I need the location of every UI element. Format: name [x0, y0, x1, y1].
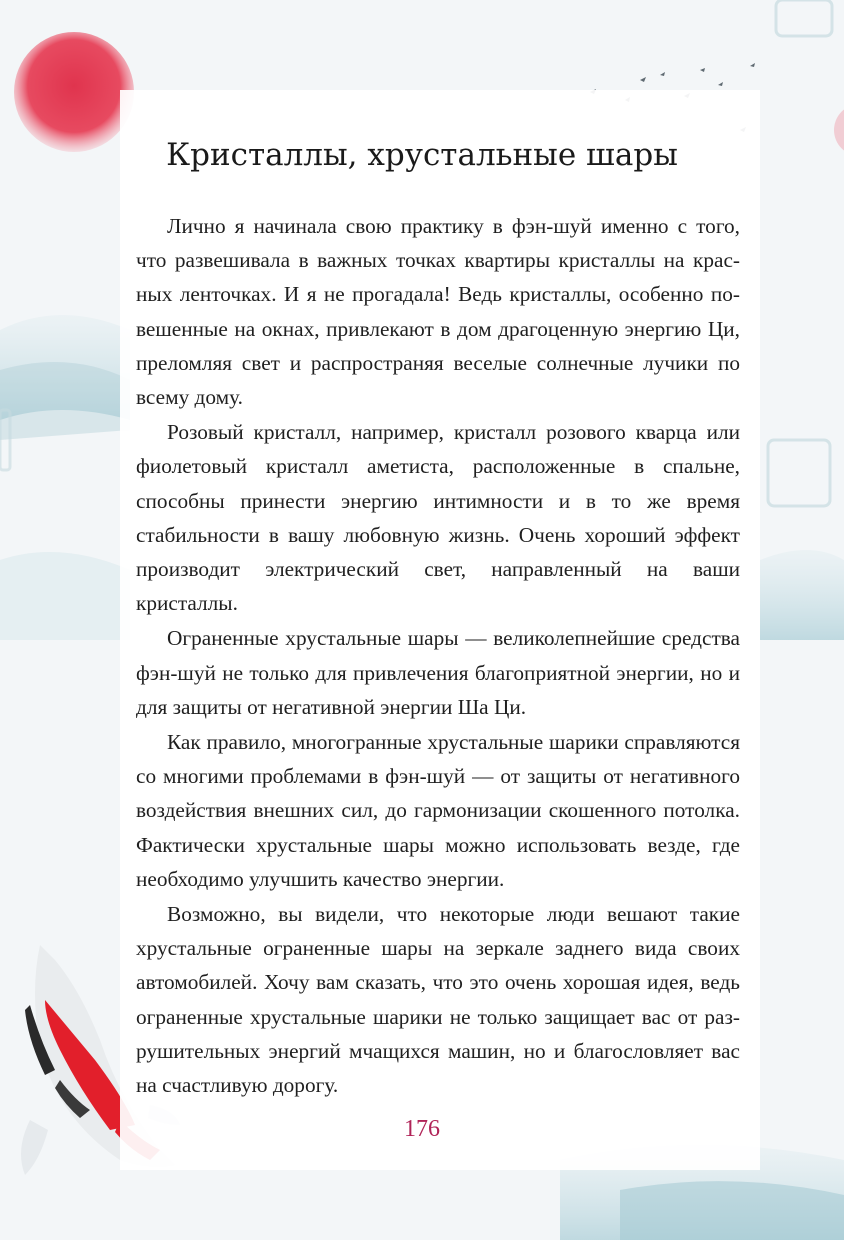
paragraph-2: Розовый кристалл, например, кристалл розового кварца или фиолетовый кристалл аметиста, расположенные в спальне, способны принести энергию интимности и в то же время стабильности в вашу любовную жизнь. Очень хороший эффект производит электрический свет, направленный на ваши кристаллы. — [136, 420, 740, 616]
page-title: Кристаллы, хрустальные шары — [166, 137, 678, 173]
red-sun — [14, 32, 134, 152]
body-text — [136, 209, 740, 1103]
paragraph-5: Возможно, вы видели, что некоторые люди вешают такие хрустальные ограненные шары на зеркале заднего вида своих автомобилей. Хочу вам сказать, что это очень хорошая идея, ведь ограненные хрустальные шарики не только защищает вас от разрушительных энергий мчащихся машин, но и благословляет вас на счастливую дорогу. — [136, 902, 740, 1098]
paragraph-4: Как правило, многогранные хрустальные шарики справляются со многими проблемами в фэн-шуй — от защиты от негативного воздействия внешних сил, до гармонизации скошенного потолка. Фактически хрустальные шары можно использовать везде, где необходимо улучшить качество энергии. — [136, 730, 740, 891]
page-number: 176 — [404, 1116, 440, 1142]
paragraph-1: Лично я начинала свою практику в фэн-шуй именно с того, что развешивала в важных точках квартиры кристаллы на красных ленточках. И я не прогадала! Ведь кристаллы, особенно повешенные на окнах, привлекают в дом драгоценную энергию Ци, преломляя свет и распространяя веселые солнечные лучики по всему дому. — [136, 214, 740, 410]
paragraph-3: Ограненные хрустальные шары — великолепнейшие средства фэн-шуй не только для привлечения благоприятной энергии, но и для защиты от негативной энергии Ша Ци. — [136, 626, 740, 719]
